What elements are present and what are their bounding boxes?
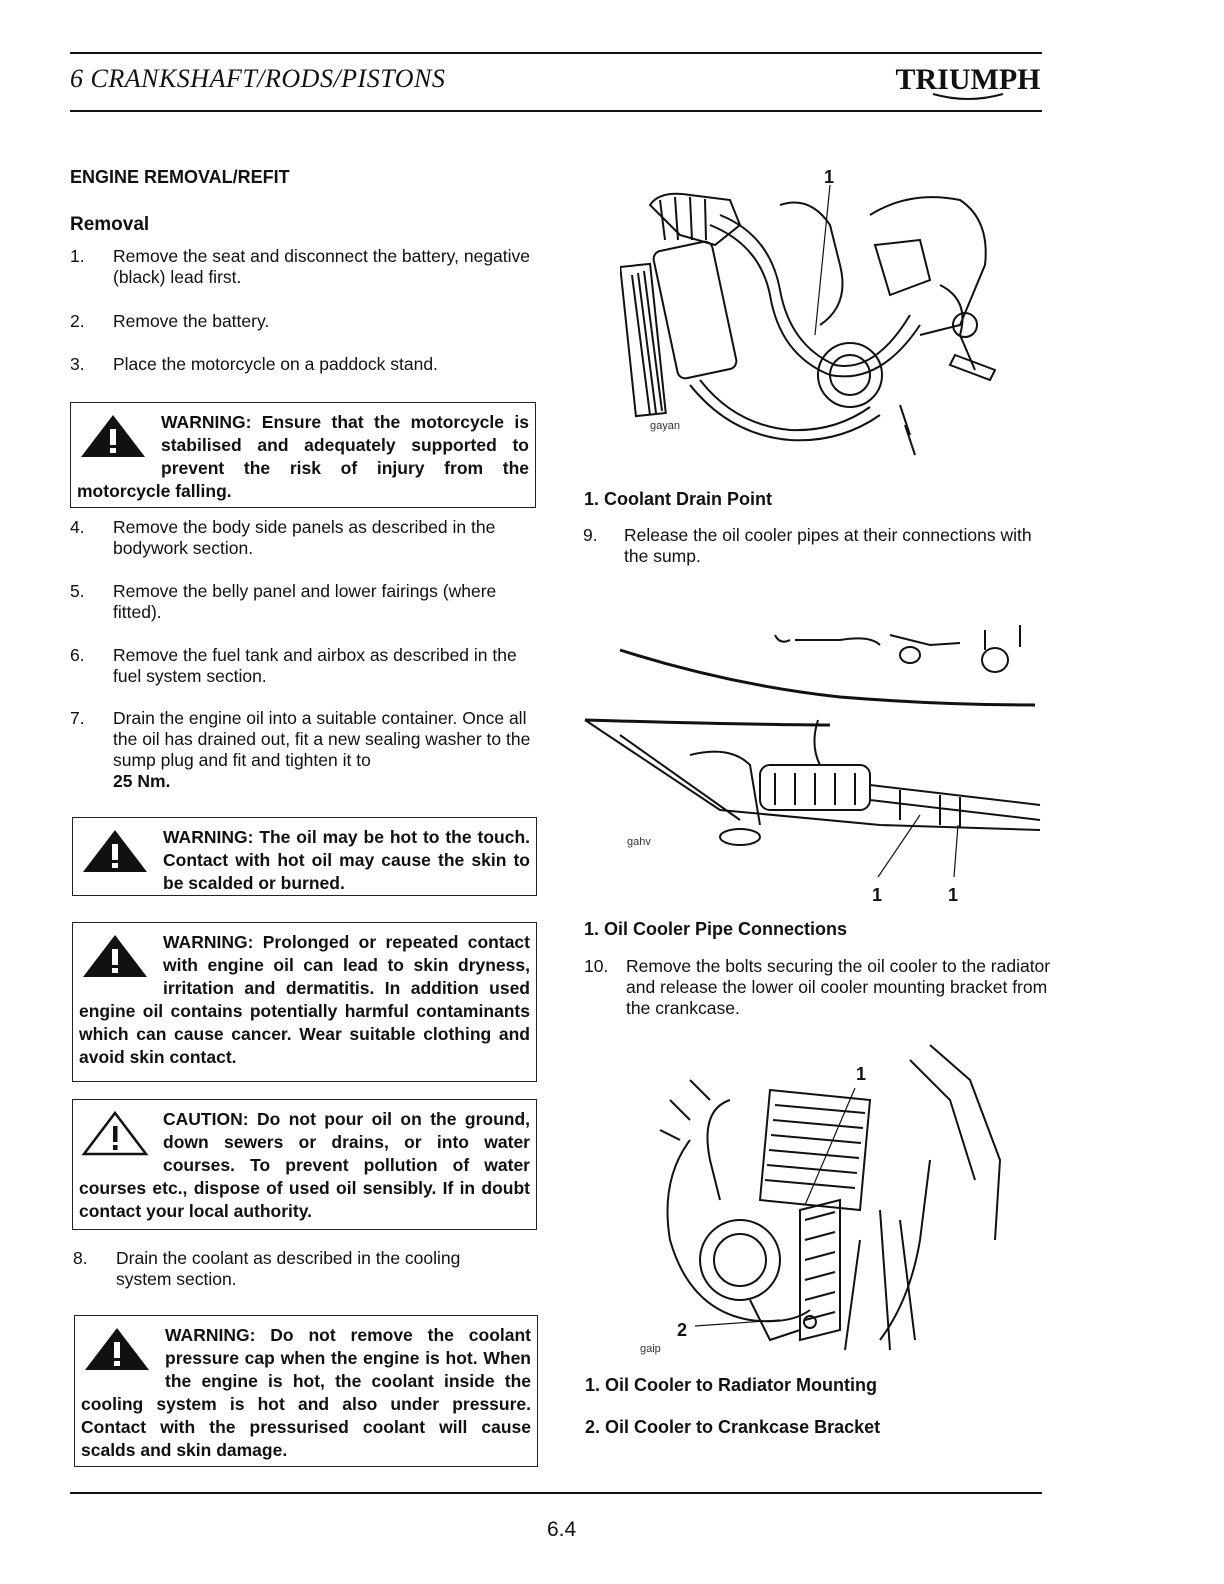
warning-text: WARNING: Do not remove the coolant pressure cap when the engine is hot. When the engine is hot, the coolant inside the cooling system is hot and also under pressure. Contact with the pressurised coolant will cause scalds and skin damage. xyxy=(81,1325,531,1460)
step-text: Remove the bolts securing the oil cooler to the radiator and release the lower oil cooler mounting bracket from the crankcase. xyxy=(626,956,1051,1018)
step-text-body: Drain the engine oil into a suitable container. Once all the oil has drained out, fit a new sealing washer to the sump plug and fit and tighten it to xyxy=(113,708,531,770)
warning-box-1 xyxy=(70,402,536,508)
step-number: 2. xyxy=(70,311,85,331)
warning-icon xyxy=(81,933,149,979)
step-number: 7. xyxy=(70,708,85,728)
step-text: Place the motorcycle on a paddock stand. xyxy=(113,354,438,374)
step-number: 4. xyxy=(70,517,85,537)
step-text: Remove the body side panels as described in the bodywork section. xyxy=(113,517,496,558)
figure-2-id-label: gahv xyxy=(627,836,651,848)
caution-icon xyxy=(81,1110,149,1156)
figure-3-callout-2: 2 xyxy=(677,1320,688,1340)
step-text: Drain the coolant as described in the cooling system section. xyxy=(116,1248,461,1289)
warning-text: WARNING: The oil may be hot to the touch. Contact with hot oil may cause the skin to be scalded or burned. xyxy=(163,827,530,893)
figure-2-caption: 1. Oil Cooler Pipe Connections xyxy=(584,919,848,939)
caution-box xyxy=(72,1099,537,1230)
page-number: 6.4 xyxy=(547,1518,577,1541)
step-number: 9. xyxy=(583,525,598,545)
step-number: 8. xyxy=(73,1248,88,1268)
warning-box-3 xyxy=(72,922,537,1082)
figure-3-caption-2: 2. Oil Cooler to Crankcase Bracket xyxy=(585,1417,881,1437)
step-text xyxy=(113,708,533,792)
figure-3-id-label: gaip xyxy=(640,1343,661,1355)
step-number: 6. xyxy=(70,645,85,665)
step-text: Release the oil cooler pipes at their connections with the sump. xyxy=(624,525,1032,566)
step-text: Remove the seat and disconnect the battery, negative (black) lead first. xyxy=(113,246,531,287)
figure-2-callout-a: 1 xyxy=(872,885,883,905)
warning-box-4 xyxy=(74,1315,538,1467)
figure-3-caption-1: 1. Oil Cooler to Radiator Mounting xyxy=(585,1375,877,1395)
step-number: 5. xyxy=(70,581,85,601)
subsection-title: Removal xyxy=(70,214,150,235)
section-title: ENGINE REMOVAL/REFIT xyxy=(70,167,290,187)
figure-1-coolant-drain-illustration xyxy=(620,185,1020,470)
figure-1-id-label: gayan xyxy=(650,420,680,432)
figure-3-callout-1: 1 xyxy=(856,1064,867,1084)
warning-text: WARNING: Ensure that the motorcycle is stabilised and adequately supported to prevent the risk of injury from the motorcycle falling. xyxy=(77,412,529,501)
step-text: Remove the belly panel and lower fairings (where fitted). xyxy=(113,581,497,622)
warning-icon xyxy=(81,828,149,874)
chapter-title: 6 CRANKSHAFT/RODS/PISTONS xyxy=(70,64,446,93)
figure-1-caption: 1. Coolant Drain Point xyxy=(584,489,773,509)
triumph-logo xyxy=(893,58,1043,102)
step-number: 10. xyxy=(584,956,609,976)
step-7 xyxy=(70,708,540,794)
footer-rule xyxy=(70,1492,1042,1494)
warning-text: WARNING: Prolonged or repeated contact with engine oil can lead to skin dryness, irritation and dermatitis. In addition used engine oil contains potentially harmful contaminants which can cause cancer. Wear suitable clothing and avoid skin contact. xyxy=(79,932,530,1067)
logo-text: TRIUMPH xyxy=(895,63,1041,96)
step-number: 1. xyxy=(70,246,85,266)
header-top-rule xyxy=(70,52,1042,54)
header-bottom-rule xyxy=(70,110,1042,112)
warning-icon xyxy=(79,413,147,459)
figure-1-callout: 1 xyxy=(824,167,835,187)
caution-text: CAUTION: Do not pour oil on the ground, down sewers or drains, or into water courses. To prevent pollution of water courses etc., dispose of used oil sensibly. If in doubt contact your local authority. xyxy=(79,1109,530,1221)
step-number: 3. xyxy=(70,354,85,374)
step-text: Remove the battery. xyxy=(113,311,270,331)
warning-box-2 xyxy=(72,817,537,896)
step-text: Remove the fuel tank and airbox as described in the fuel system section. xyxy=(113,645,517,686)
warning-icon xyxy=(83,1326,151,1372)
torque-value: 25 Nm. xyxy=(113,771,171,791)
figure-2-callout-b: 1 xyxy=(948,885,959,905)
